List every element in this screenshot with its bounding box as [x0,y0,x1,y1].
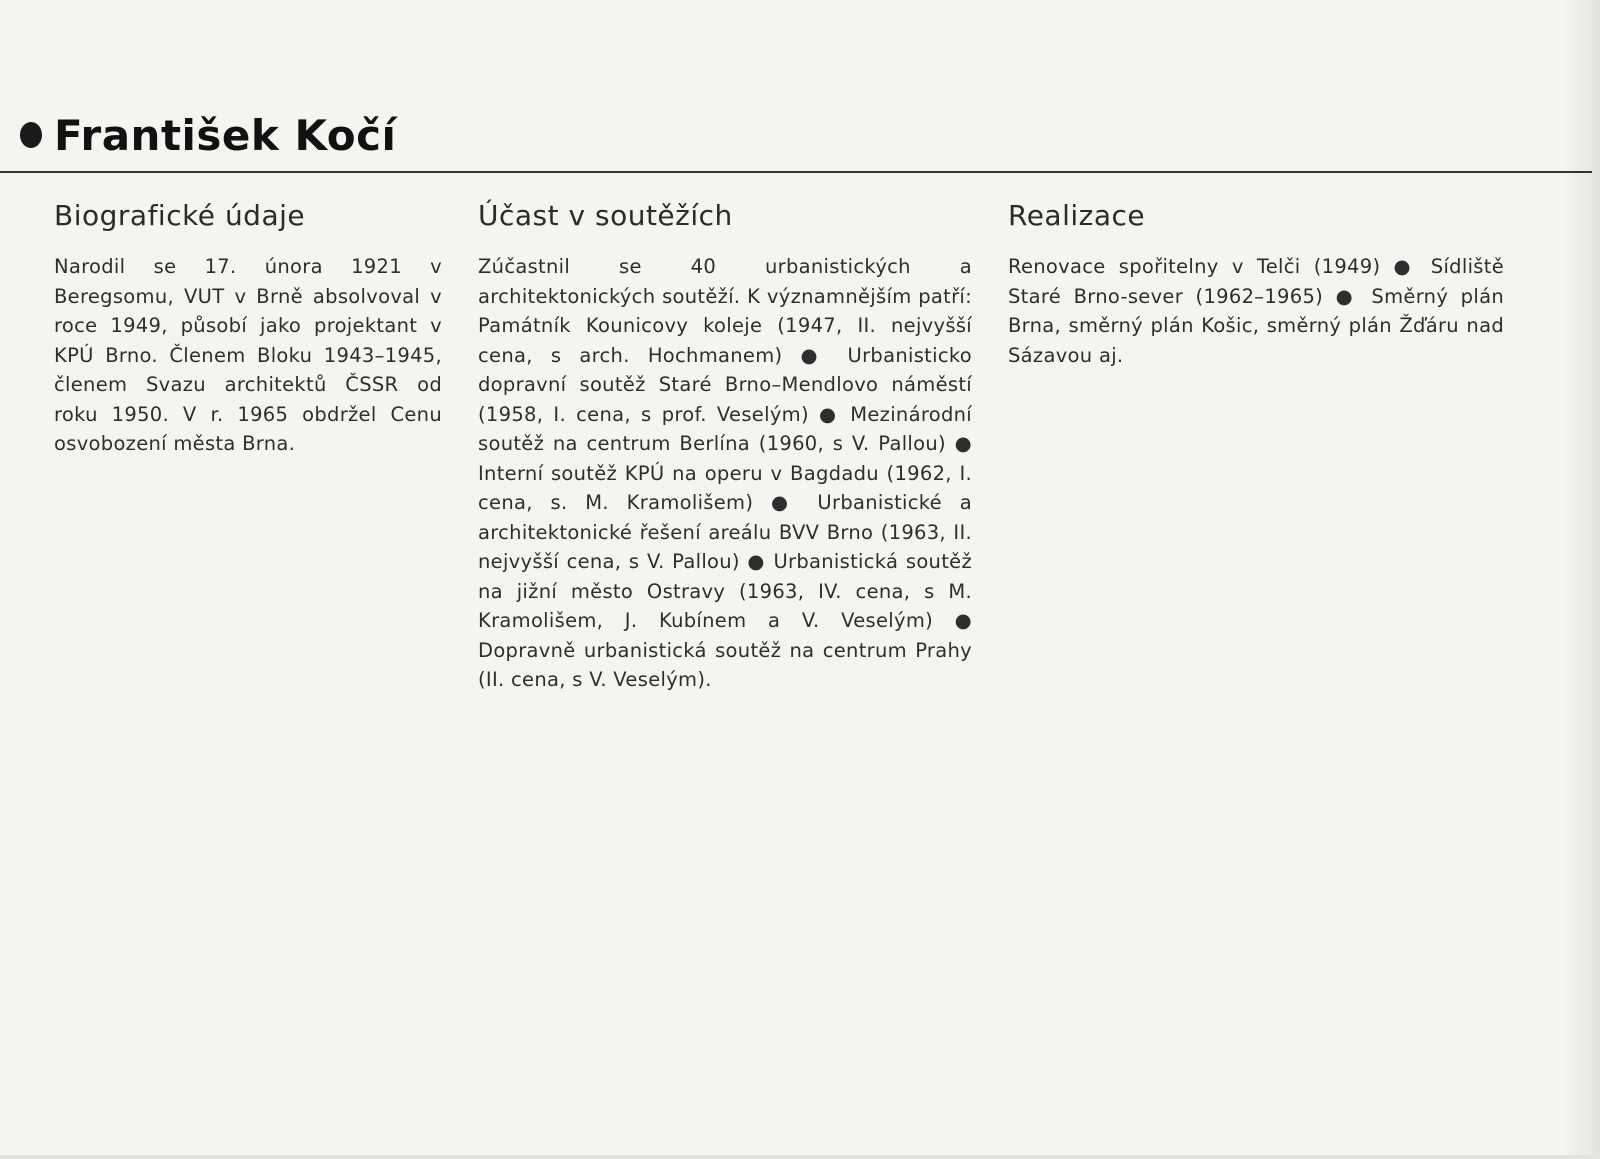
bullet-icon [20,122,42,148]
title-row [0,100,396,170]
page-bottom-edge [0,1155,1600,1159]
column-text: Renovace spořitelny v Telči (1949) ● Sídliště Staré Brno-sever (1962–1965) ● Směrný plán Brna, směrný plán Košic, směrný plán Žďáru nad Sázavou aj. [1008,255,1504,367]
column-competitions [478,196,972,695]
column-text: Narodil se 17. února 1921 v Beregsomu, VUT v Brně absolvoval v roce 1949, působí jako projektant v KPÚ Brno. Členem Bloku 1943–1945, členem Svazu architektů ČSSR od roku 1950. V r. 1965 obdržel Cenu osvobození města Brna. [54,255,442,455]
column-heading: Biografické údaje [54,199,306,232]
page-edge [1562,0,1600,1159]
column-realizations [1008,196,1504,370]
page-title: František Kočí [54,110,397,160]
title-divider [0,171,1592,173]
column-heading: Účast v soutěžích [478,199,733,232]
column-heading: Realizace [1008,199,1146,232]
column-biography [54,196,442,459]
column-text: Zúčastnil se 40 urbanistických a architektonických soutěží. K významnějším patří: Památník Kounicovy koleje (1947, II. nejvyšší cena, s arch. Hochmanem) ● Urbanisticko dopravní soutěž Staré Brno–Mendlovo náměstí (1958, I. cena, s prof. Veselým) ● Mezinárodní soutěž na centrum Berlína (1960, s V. Pallou) ● Interní soutěž KPÚ na operu v Bagdadu (1962, I. cena, s. M. Kramolišem) ● Urbanistické a architektonické řešení areálu BVV Brno (1963, II. nejvyšší cena, s V. Pallou) ● Urbanistická soutěž na jižní město Ostravy (1963, IV. cena, s M. Kramolišem, J. Kubínem a V. Veselým) ● Dopravně urbanistická soutěž na centrum Prahy (II. cena, s V. Veselým). [478,255,972,691]
